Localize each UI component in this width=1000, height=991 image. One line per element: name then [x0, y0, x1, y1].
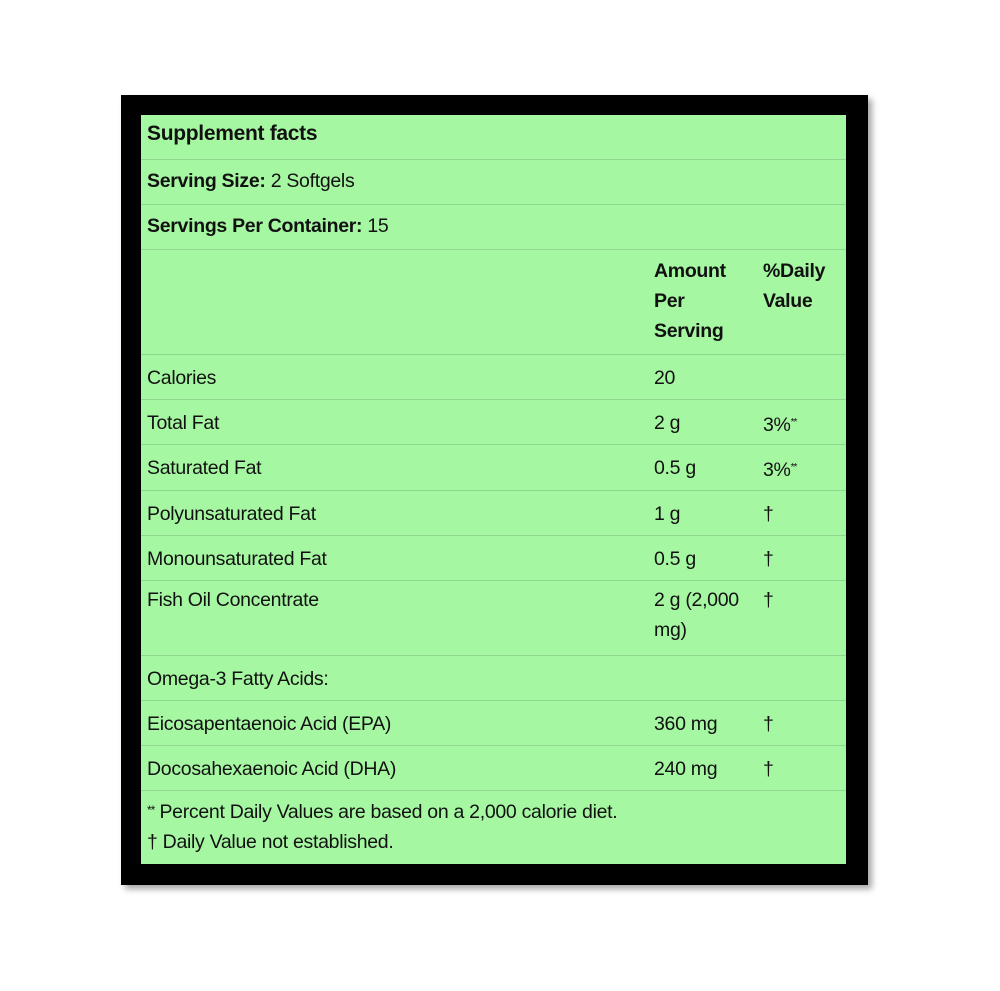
nutrient-name: Total Fat	[147, 412, 220, 434]
nutrient-amount	[654, 585, 754, 645]
nutrient-amount: 360 mg	[654, 713, 718, 735]
serving-size-value: 2 Softgels	[270, 170, 355, 192]
title-row	[141, 115, 846, 160]
nutrient-daily-value: †	[763, 713, 774, 735]
nutrient-daily-value	[763, 408, 843, 440]
servings-per-container	[147, 211, 388, 241]
footnote-mark: **	[790, 417, 797, 428]
servings-per-container-label: Servings Per Container:	[147, 215, 363, 237]
footnotes	[147, 795, 617, 857]
nutrient-daily-value: †	[763, 548, 774, 570]
nutrient-name: Calories	[147, 367, 217, 389]
column-header-row	[141, 250, 846, 355]
daily-values-footnote-text: Percent Daily Values are based on a 2,000 calorie diet.	[159, 801, 618, 823]
nutrient-name: Eicosapentaenoic Acid (EPA)	[147, 713, 392, 735]
amount-header-line: Serving	[654, 320, 724, 342]
daily-value-text: 3%	[763, 459, 791, 481]
table-row	[141, 400, 846, 445]
amount-header-line: Amount	[654, 260, 726, 282]
nutrient-name: Saturated Fat	[147, 457, 262, 479]
nutrient-amount: 2 g	[654, 412, 681, 434]
nutrient-amount: 20	[654, 367, 676, 389]
nutrient-amount: 240 mg	[654, 758, 718, 780]
nutrient-amount: 0.5 g	[654, 548, 696, 570]
daily-values-footnote	[147, 795, 617, 827]
daily-value-header-line: %Daily	[763, 260, 826, 282]
nutrient-name: Polyunsaturated Fat	[147, 503, 316, 525]
servings-per-container-value: 15	[367, 215, 389, 237]
amount-header-line: Per	[654, 290, 685, 312]
table-row	[141, 536, 846, 581]
table-row	[141, 445, 846, 491]
label-frame	[121, 95, 868, 885]
nutrient-daily-value	[763, 453, 843, 485]
footnote-mark: **	[147, 803, 155, 817]
supplement-facts-panel	[141, 115, 846, 864]
table-row	[141, 746, 846, 791]
not-established-footnote: † Daily Value not established.	[147, 831, 394, 853]
table-row	[141, 355, 846, 400]
daily-value-header-line: Value	[763, 290, 813, 312]
table-row	[141, 491, 846, 536]
panel-title: Supplement facts	[147, 122, 318, 145]
nutrient-daily-value: †	[763, 758, 774, 780]
nutrient-name: Fish Oil Concentrate	[147, 589, 319, 611]
serving-size	[147, 166, 354, 196]
table-row	[141, 581, 846, 656]
amount-per-serving-header	[654, 256, 749, 346]
table-row	[141, 701, 846, 746]
nutrient-amount: 0.5 g	[654, 457, 696, 479]
nutrient-name: Docosahexaenoic Acid (DHA)	[147, 758, 397, 780]
nutrient-name: Omega-3 Fatty Acids:	[147, 668, 329, 690]
amount-line: mg)	[654, 619, 687, 641]
footnote-mark: **	[790, 462, 797, 473]
serving-size-row	[141, 160, 846, 205]
nutrient-daily-value: †	[763, 503, 774, 525]
daily-value-text: 3%	[763, 414, 791, 436]
nutrient-name: Monounsaturated Fat	[147, 548, 327, 570]
daily-value-header	[763, 256, 843, 316]
nutrient-amount: 1 g	[654, 503, 681, 525]
serving-size-label: Serving Size:	[147, 170, 266, 192]
table-row	[141, 656, 846, 701]
amount-line: 2 g (2,000	[654, 589, 739, 611]
nutrient-daily-value: †	[763, 589, 774, 611]
servings-per-container-row	[141, 205, 846, 250]
